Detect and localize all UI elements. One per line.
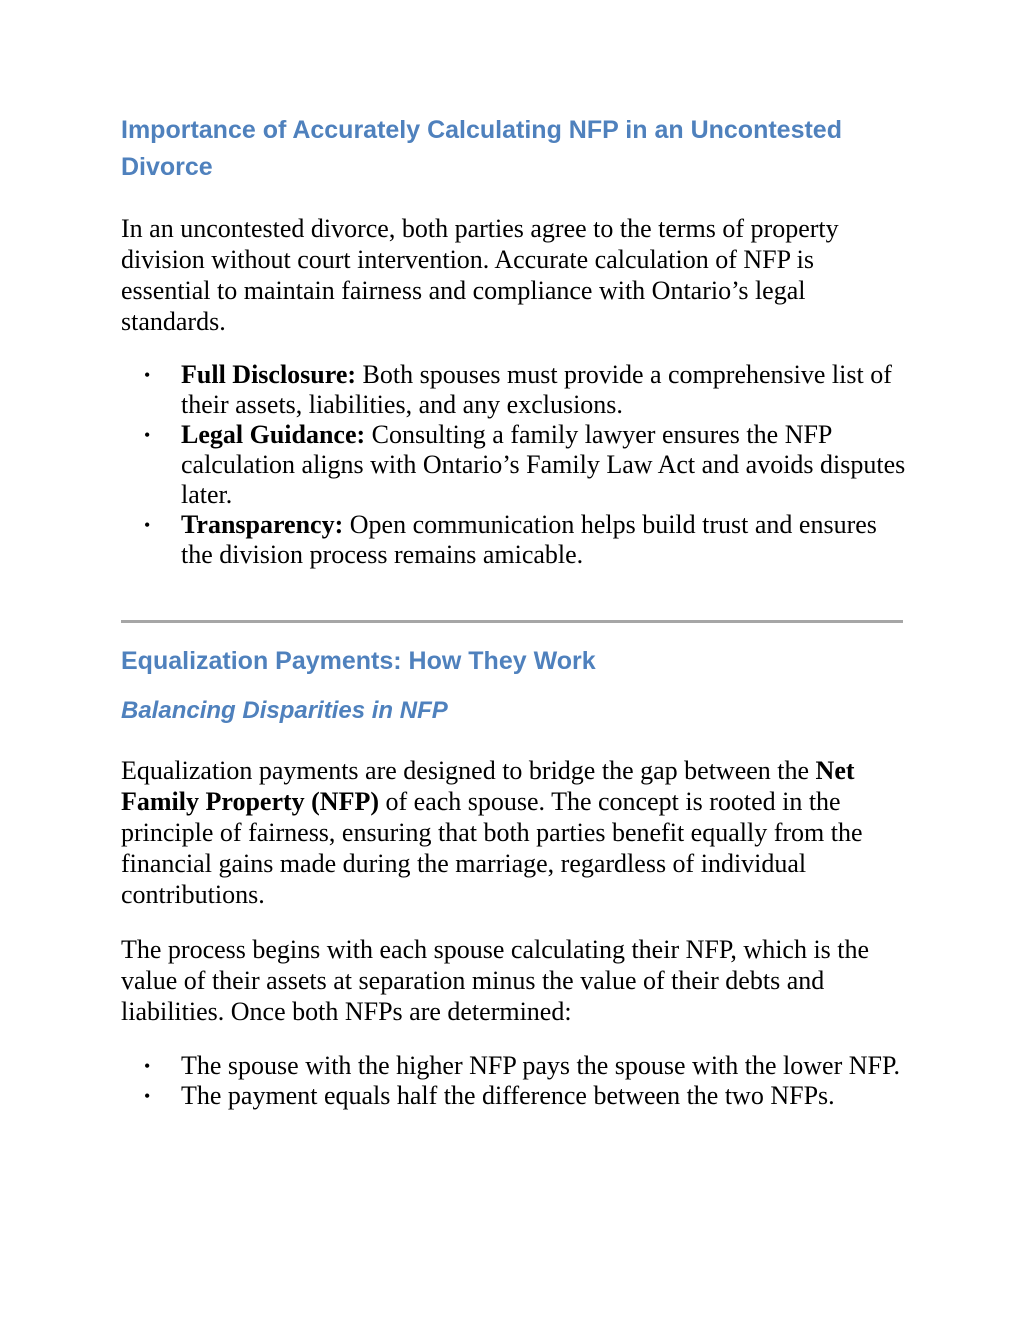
list-item	[121, 510, 906, 570]
equalization-paragraph	[121, 755, 906, 910]
bullet-bold-label: Legal Guidance:	[181, 420, 366, 449]
bullet-text: The spouse with the higher NFP pays the spouse with the lower NFP.	[181, 1051, 901, 1080]
bullet-text: Consulting a family lawyer ensures the NFP calculation aligns with Ontario’s Family Law Act and avoids disputes later.	[181, 420, 906, 509]
section-heading-nfp-importance	[121, 112, 906, 186]
subheading-balancing: Balancing Disparities in NFP	[121, 697, 448, 724]
horizontal-divider	[121, 620, 903, 623]
heading-line-1: Importance of Accurately Calculating NFP in an Uncontested	[121, 116, 842, 144]
intro-paragraph: In an uncontested divorce, both parties agree to the terms of property division without court intervention. Accurate calculation of NFP is essential to maintain fairness and compliance with Ontario’s legal standards.	[121, 214, 839, 336]
bullet-icon: •	[144, 1086, 151, 1106]
list-item	[121, 420, 906, 510]
nfp-bullet-list	[121, 360, 906, 570]
bullet-icon: •	[144, 1056, 151, 1076]
list-item	[121, 1051, 906, 1081]
section-heading-equalization: Equalization Payments: How They Work	[121, 647, 596, 675]
bullet-text: The payment equals half the difference between the two NFPs.	[181, 1081, 835, 1110]
para-text: of each spouse. The concept is rooted in the principle of fairness, ensuring that both parties benefit equally from the financial gains made during the marriage, regardless of individual contributions.	[121, 787, 863, 909]
bullet-bold-label: Transparency:	[181, 510, 344, 539]
bullet-text: Both spouses must provide a comprehensive list of their assets, liabilities, and any exclusions.	[181, 360, 892, 419]
bullet-bold-label: Full Disclosure:	[181, 360, 357, 389]
list-item	[121, 360, 906, 420]
list-item	[121, 1081, 906, 1111]
payment-bullet-list	[121, 1051, 906, 1111]
process-paragraph: The process begins with each spouse calculating their NFP, which is the value of their assets at separation minus the value of their debts and liabilities. Once both NFPs are determined:	[121, 935, 870, 1026]
bullet-icon: •	[144, 365, 151, 385]
bullet-icon: •	[144, 425, 151, 445]
document-page	[121, 112, 906, 1111]
para-text: Equalization payments are designed to bridge the gap between the	[121, 756, 816, 785]
heading-line-2: Divorce	[121, 153, 213, 181]
bullet-text: Open communication helps build trust and ensures the division process remains amicable.	[181, 510, 877, 569]
bullet-icon: •	[144, 515, 151, 535]
para-bold-term: Net Family Property (NFP)	[121, 756, 855, 816]
